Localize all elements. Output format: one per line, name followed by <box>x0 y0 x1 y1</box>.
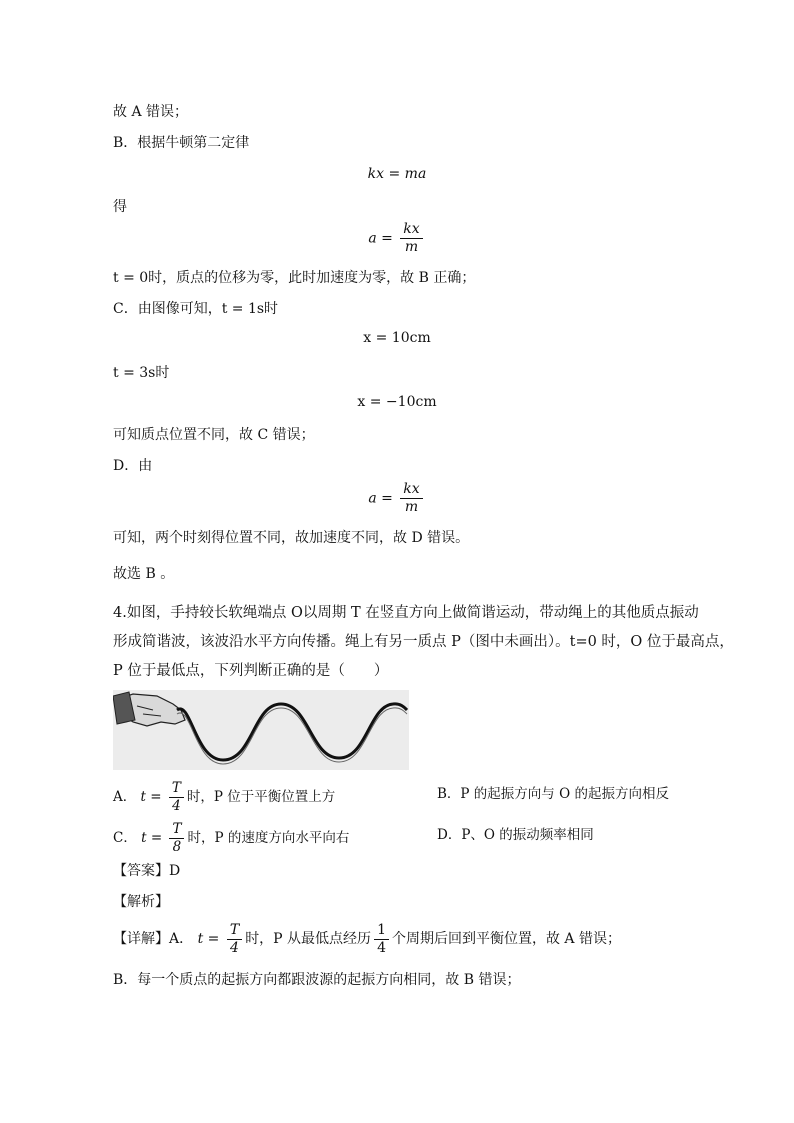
fraction <box>400 481 422 516</box>
equation-lhs: a = <box>368 490 393 507</box>
text-line: D．由 <box>113 458 153 474</box>
option-d: D．P、O 的振动频率相同 <box>437 827 594 843</box>
equation <box>0 221 794 256</box>
option-b: B．P 的起振方向与 O 的起振方向相反 <box>437 786 669 802</box>
equation: kx = ma <box>367 166 427 182</box>
text-line: 可知，两个时刻得位置不同，故加速度不同，故 D 错误。 <box>113 530 470 546</box>
option-c: C． t = $\frac{T}{8}$ 时，P 的速度方向水平向右 <box>113 821 350 855</box>
text-line: 故选 B 。 <box>113 566 175 582</box>
hand-rope-wave-figure <box>113 690 409 770</box>
fraction-numerator: kx <box>400 481 422 499</box>
analysis-label: 【解析】 <box>113 894 169 910</box>
answer-line <box>113 861 180 881</box>
detail-label: 【详解】 <box>113 931 169 947</box>
question-text: 4.如图，手持较长软绳端点 O以周期 T 在竖直方向上做简谐运动，带动绳上的其他质点振动 <box>113 605 699 621</box>
equation: x = −10cm <box>357 394 437 410</box>
detail-line: 【详解】A． t = $\frac{T}{4}$ 时，P 从最低点经历 $\frac{1}{4}$ 个周期后回到平衡位置，故 A 错误； <box>113 921 621 956</box>
fraction: $\frac{T}{4}$ <box>227 922 242 957</box>
text-line: B．根据牛顿第二定律 <box>113 135 250 151</box>
fraction-numerator: kx <box>400 221 422 239</box>
answer-label: 【答案】 <box>113 863 169 879</box>
option-a: A． t = $\frac{T}{4}$ 时，P 位于平衡位置上方 <box>113 780 336 814</box>
question-text: 形成简谐波，该波沿水平方向传播。绳上有另一质点 P（图中未画出）。t=0 时，O 位于最高点， <box>113 634 734 650</box>
fraction: $\frac{T}{8}$ <box>169 821 184 856</box>
fraction: $\frac{T}{4}$ <box>169 780 184 815</box>
question-text: P 位于最低点，下列判断正确的是（ ） <box>113 663 389 679</box>
text-line: t = 3s时 <box>113 365 170 381</box>
fraction-denominator: m <box>404 239 419 255</box>
answer-value: D <box>169 863 181 879</box>
fraction <box>400 221 422 256</box>
text-line: 得 <box>113 199 127 215</box>
fraction-denominator: m <box>404 499 419 515</box>
equation: x = 10cm <box>363 330 431 346</box>
text-line: 可知质点位置不同，故 C 错误； <box>113 427 315 443</box>
equation <box>0 481 794 516</box>
text-line: t = 0时，质点的位移为零，此时加速度为零，故 B 正确； <box>113 270 476 286</box>
fraction: $\frac{1}{4}$ <box>374 922 389 957</box>
equation-lhs: a = <box>368 230 393 247</box>
text-line: C．由图像可知，t = 1s时 <box>113 301 279 317</box>
detail-line-b: B．每一个质点的起振方向都跟波源的起振方向相同，故 B 错误； <box>113 972 521 988</box>
text-line: 故 A 错误； <box>113 104 189 120</box>
